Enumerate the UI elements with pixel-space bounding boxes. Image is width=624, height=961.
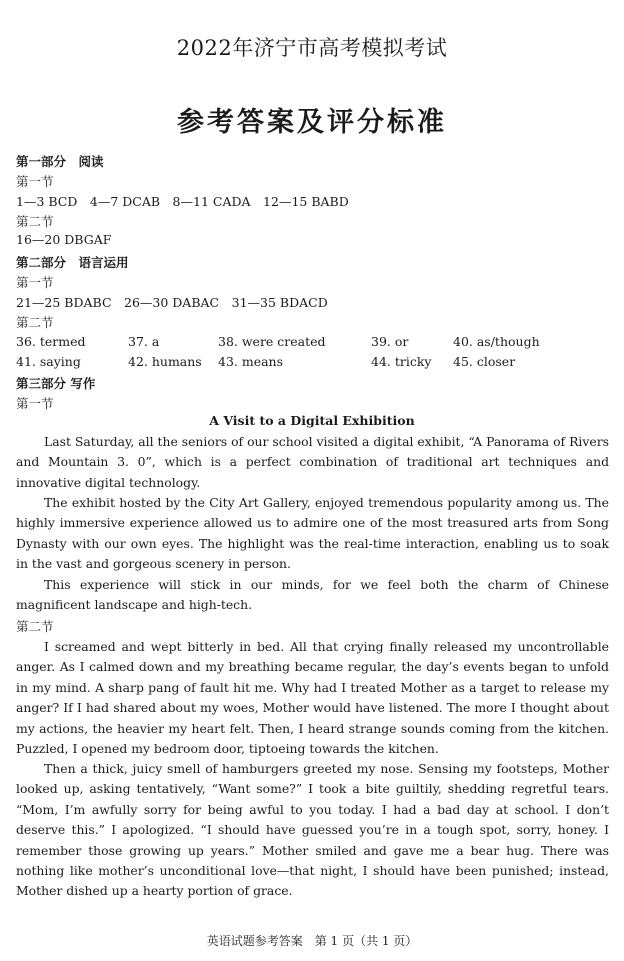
story-paragraph: I screamed and wept bitterly in bed. All that crying finally released my uncontrollable anger. As I calmed down and my breathing became regular, the day’s events began to unfold in my mind. A sharp pang of fault hit me. Why had I treated Mother as a target to release my anger? If I had shared about my woes, Mother would have listened. The more I thought about my actions, the heavier my heart felt. Then, I heard strange sounds coming from the kitchen. Puzzled, I opened my bedroom door, tiptoeing towards the kitchen. [16, 639, 609, 757]
part2-heading: 第二部分 语言运用 [16, 255, 129, 270]
essay-paragraph: This experience will stick in our minds, for we feel both the charm of Chinese magnificent landscape and high-tech. [16, 577, 609, 613]
answer-item: 45. closer [453, 354, 516, 369]
part1-heading: 第一部分 阅读 [16, 154, 104, 169]
part2-section1-answers: 21—25 BDABC 26—30 DABAC 31—35 BDACD [16, 295, 328, 310]
part3-heading: 第三部分 写作 [16, 376, 96, 391]
story-paragraph: Then a thick, juicy smell of hamburgers greeted my nose. Sensing my footsteps, Mother looked up, asking tentatively, “Want some?” I took a bite guiltily, shedding regretful tears. “Mom, I’m awfully sorry for being awful to you today. I had a bad day at school. I don’t deserve this.” I apologized. “I should have guessed you’re in a tough spot, sorry, honey. I remember those growing up years.” Mother smiled and gave me a bear hug. There was nothing like mother’s unconditional love—that night, I should have been punished; instead, Mother dished up a hearty portion of grace. [16, 761, 609, 899]
answer-item: 43. means [218, 354, 284, 369]
page-footer: 英语试题参考答案 第 1 页（共 1 页） [206, 934, 418, 948]
page-subtitle: 参考答案及评分标准 [177, 107, 447, 138]
essay-title: A Visit to a Digital Exhibition [209, 413, 415, 428]
answer-item: 36. termed [16, 334, 86, 349]
answer-item: 39. or [371, 334, 409, 349]
part1-section1-answers: 1—3 BCD 4—7 DCAB 8—11 CADA 12—15 BABD [16, 194, 349, 209]
essay-paragraph: Last Saturday, all the seniors of our school visited a digital exhibit, “A Panorama of Rivers and Mountain 3. 0”, which is a perfect combination of traditional art techniques and innovative digital technology. [16, 434, 609, 490]
answer-item: 44. tricky [371, 354, 432, 369]
answer-item: 42. humans [128, 354, 202, 369]
part2-section2-label: 第二节 [16, 315, 54, 330]
essay-paragraph: The exhibit hosted by the City Art Gallery, enjoyed tremendous popularity among us. The highly immersive experience allowed us to admire one of the most treasured arts from Song Dynasty with our own eyes. The highlight was the real-time interaction, enabling us to soak in the vast and gorgeous scenery in person. [16, 495, 609, 572]
part3-section1-label: 第一节 [16, 396, 54, 411]
answer-item: 37. a [128, 334, 160, 349]
answer-item: 38. were created [218, 334, 326, 349]
part1-section2-answers: 16—20 DBGAF [16, 232, 112, 247]
page-title: 2022年济宁市高考模拟考试 [176, 36, 448, 60]
part1-section2-label: 第二节 [16, 214, 54, 229]
answer-item: 40. as/though [453, 334, 540, 349]
part1-section1-label: 第一节 [16, 174, 54, 189]
answer-item: 41. saying [16, 354, 81, 369]
part2-section1-label: 第一节 [16, 275, 54, 290]
part3-section2-label: 第二节 [16, 619, 54, 634]
